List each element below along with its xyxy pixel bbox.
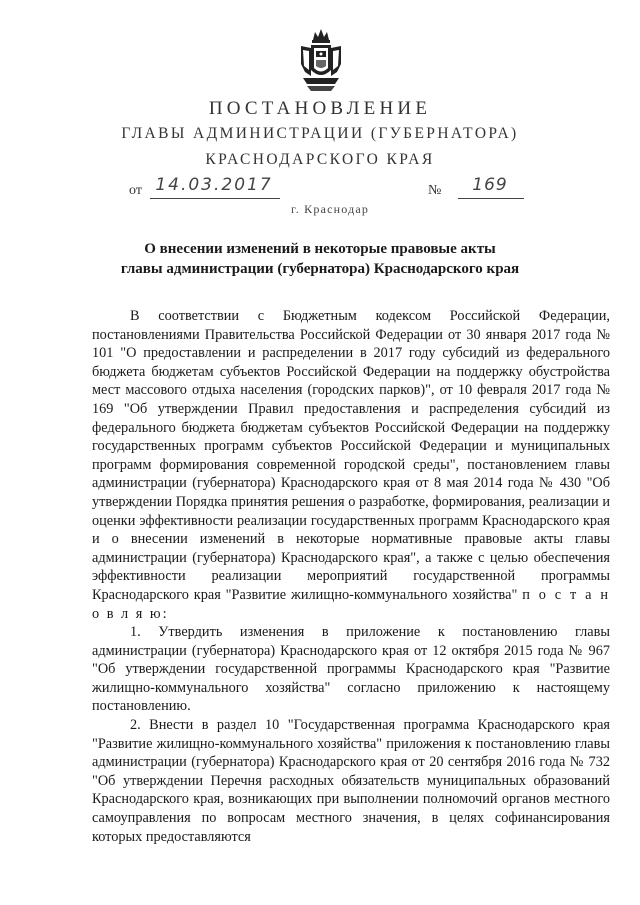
subject-line: главы администрации (губернатора) Краснодарского края: [120, 261, 520, 277]
paragraph-text: В соответствии с Бюджетным кодексом Российской Федерации, постановлениями Правительства Российской Федерации от 30 января 2017 года № 101 "О предоставлении и распределении в 2017 году субсидий из федерального бюджета бюджетам субъектов Российской Федерации на поддержку обустройства мест массового отдыха населения (городских парков)", от 10 февраля 2017 года № 169 "Об утверждении Правил предоставления и распределения субсидий из федерального бюджета бюджетам субъектов Российской Федерации на поддержку государственных программ субъектов Российской Федерации и муниципальных программ формирования современной городской среды", постановлением главы администрации (губернатора) Краснодарского края от 8 мая 2014 года № 430 "Об утверждении Порядка принятия решения о разработке, формирования, реализации и оценки эффективности реализации государственных программ Краснодарского края и о внесении изменений в некоторые нормативные правовые акты главы администрации (губернатора) Краснодарского края", а также с целью обеспечения эффективности реализации мероприятий государственной программы Краснодарского края "Развитие жилищно-коммунального хозяйства": [92, 308, 610, 603]
document-subject: [60, 239, 580, 279]
body-paragraph: [92, 623, 610, 716]
subject-line: О внесении изменений в некоторые правовые акты: [144, 241, 496, 257]
number-underline: [458, 198, 524, 199]
issuer-title: ГЛАВЫ АДМИНИСТРАЦИИ (ГУБЕРНАТОРА): [121, 125, 519, 142]
coat-of-arms-icon: [297, 26, 345, 94]
document-type-title: ПОСТАНОВЛЕНИЕ: [208, 98, 432, 119]
handwritten-date: 14.03.2017: [155, 175, 273, 195]
resolution-word: п о с т а н о в л я ю:: [92, 586, 611, 622]
body-paragraph: [92, 307, 610, 623]
handwritten-number: 169: [472, 175, 508, 195]
paragraph-text: 1. Утвердить изменения в приложение к постановлению главы администрации (губернатора) Краснодарского края от 12 октября 2015 года № 967 "Об утверждении государственной программы Краснодарского края "Развитие жилищно-коммунального хозяйства" согласно приложению к настоящему постановлению.: [92, 624, 610, 715]
city-label: г. Краснодар: [291, 202, 370, 216]
body-paragraph: [92, 716, 610, 846]
date-underline: [150, 198, 280, 199]
document-body: [92, 307, 610, 846]
issuer-region: КРАСНОДАРСКОГО КРАЯ: [205, 151, 435, 168]
number-label: №: [428, 183, 442, 198]
paragraph-text: 2. Внести в раздел 10 "Государственная программа Краснодарского края "Развитие жилищно-коммунального хозяйства" приложения к постановлению главы администрации (губернатора) Краснодарского края от 20 сентября 2016 года № 732 "Об утверждении Перечня расходных обязательств муниципальных образований Краснодарского края, возникающих при выполнении полномочий органов местного самоуправления по вопросам местного значения, в целях софинансирования которых предоставляются: [92, 717, 610, 845]
date-label: от: [129, 183, 142, 198]
